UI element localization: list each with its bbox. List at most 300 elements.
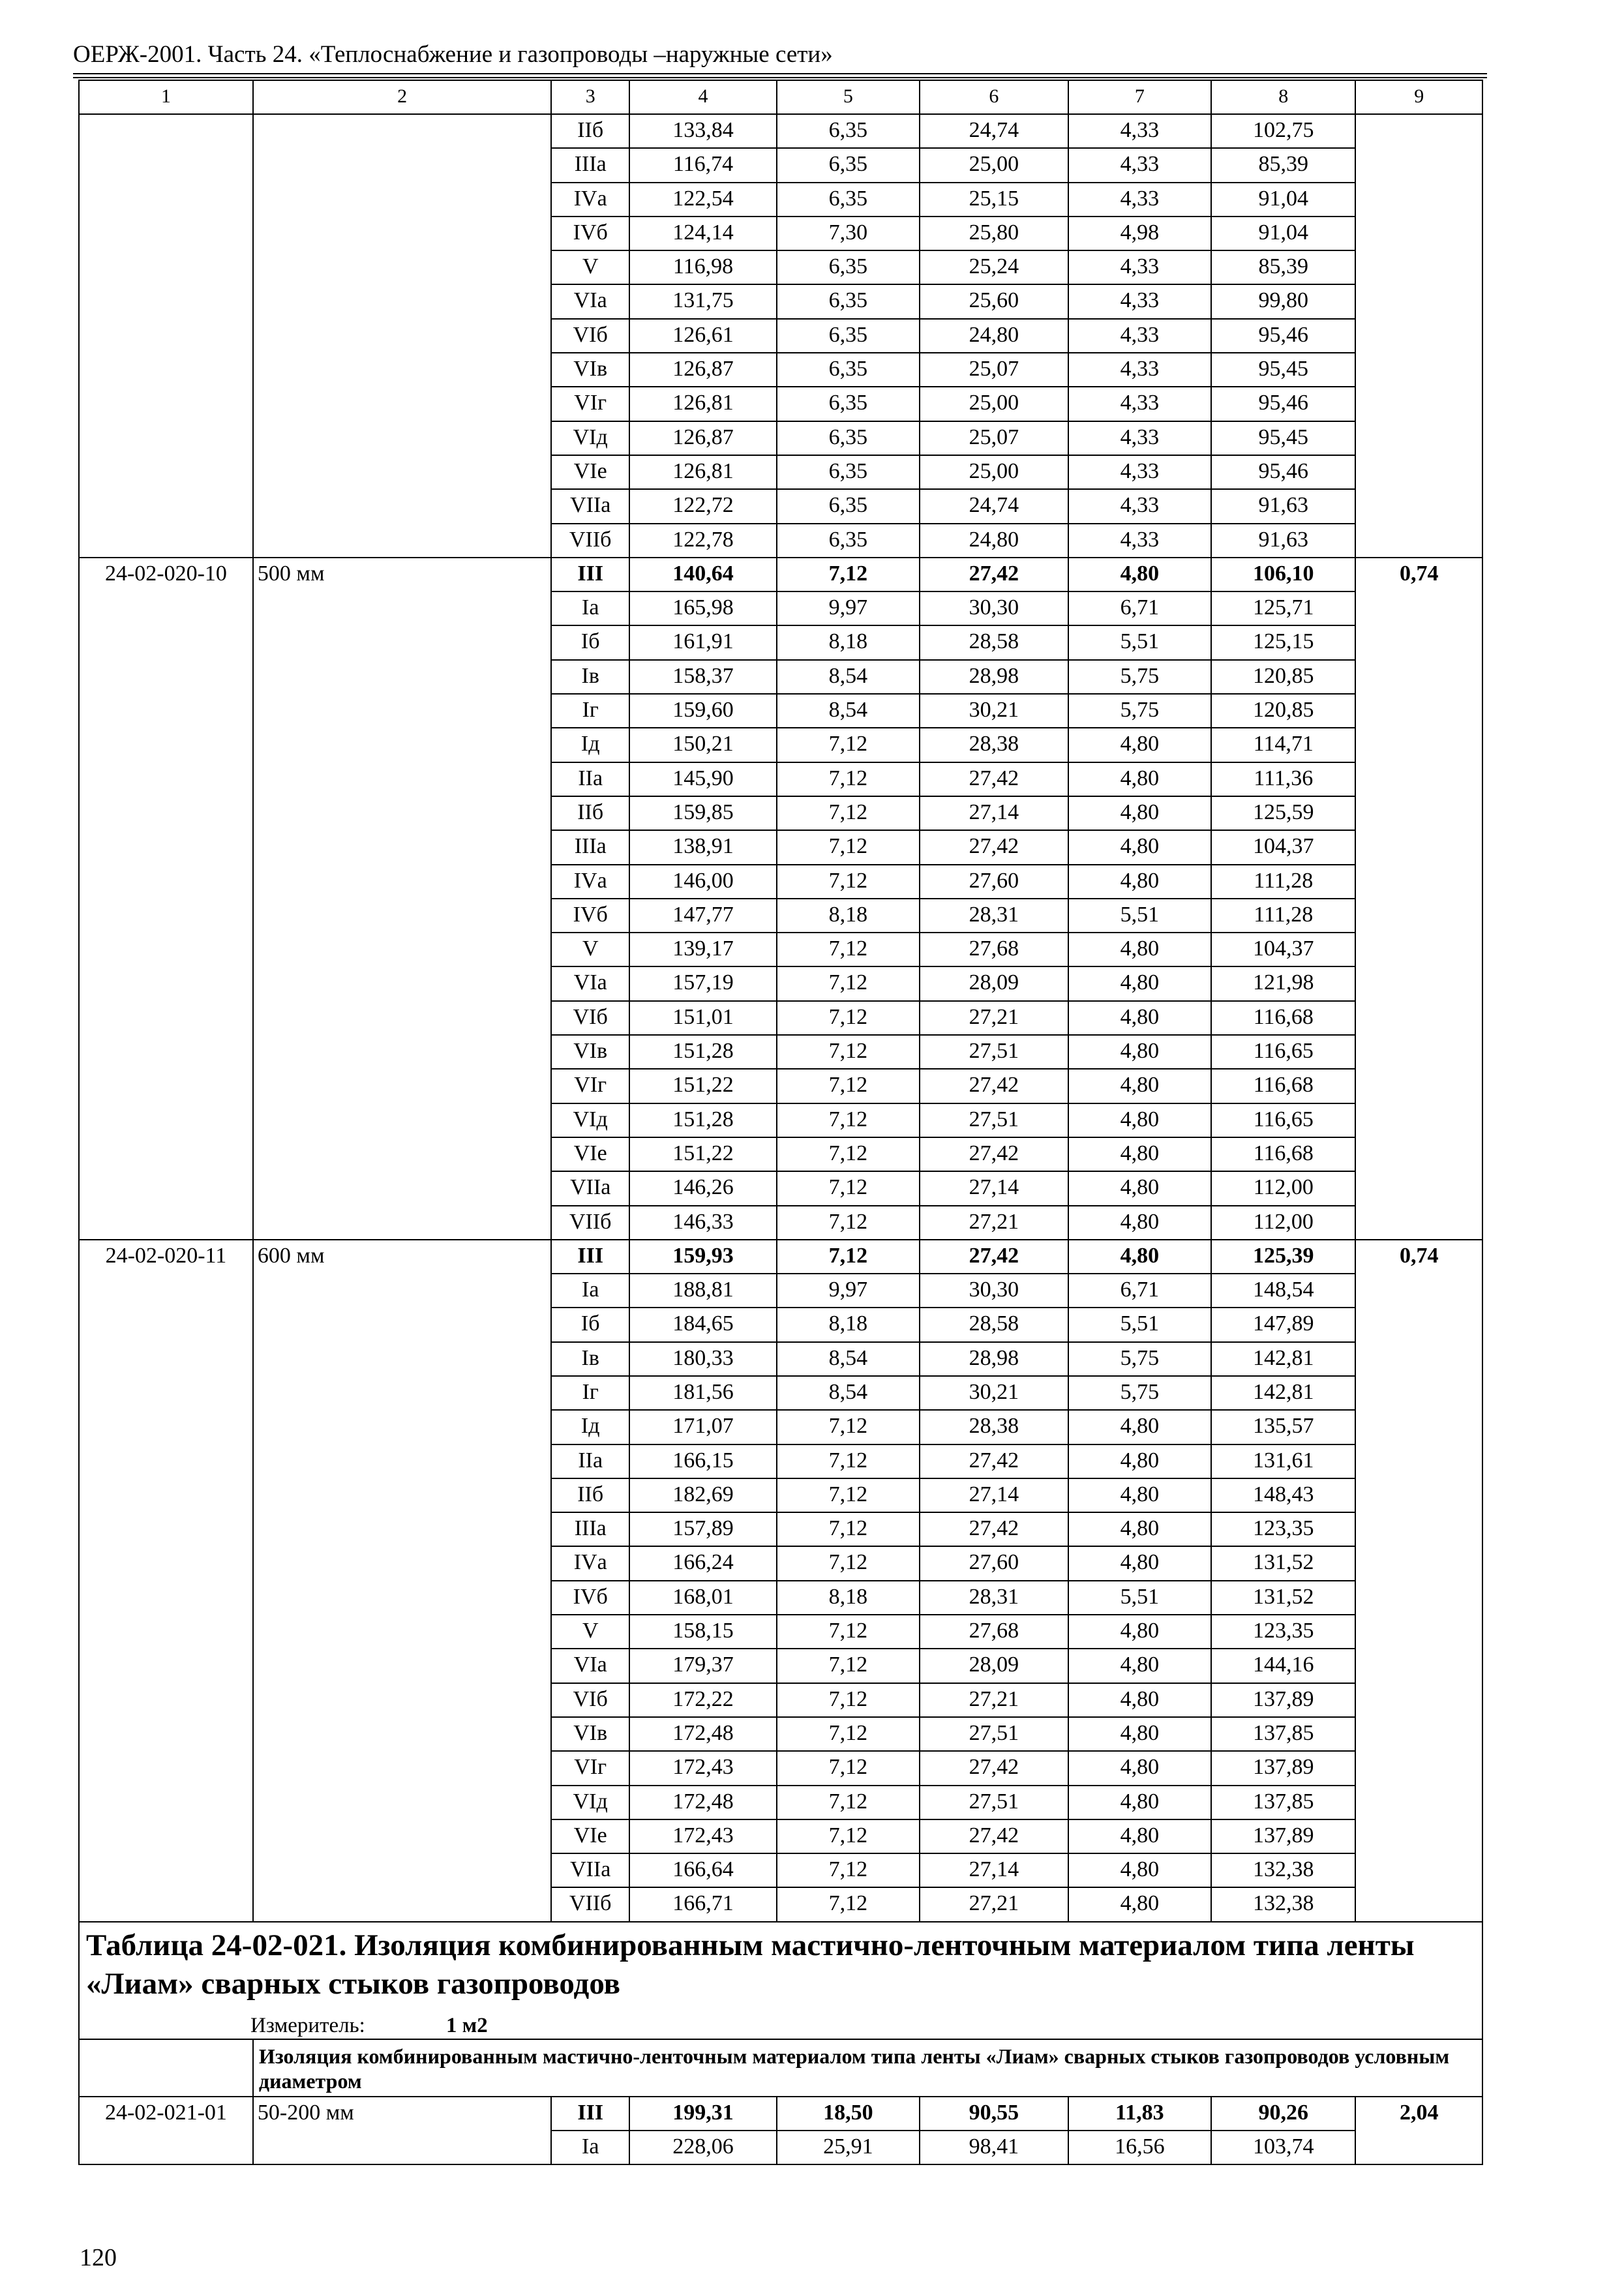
total-cost-cell: 166,64 bbox=[629, 1853, 777, 1887]
wages-cell: 6,35 bbox=[777, 148, 920, 182]
total-cost-cell: 131,75 bbox=[629, 284, 777, 318]
wages-cell: 7,12 bbox=[777, 1137, 920, 1171]
machine-cost-cell: 25,07 bbox=[920, 353, 1068, 387]
operator-wages-cell: 4,33 bbox=[1068, 421, 1211, 455]
materials-cell: 95,45 bbox=[1211, 421, 1355, 455]
column-number: 3 bbox=[551, 80, 629, 114]
machine-cost-cell: 27,51 bbox=[920, 1035, 1068, 1069]
total-cost-cell: 161,91 bbox=[629, 625, 777, 659]
operator-wages-cell: 5,51 bbox=[1068, 1308, 1211, 1341]
zone-cell: Iг bbox=[551, 1376, 629, 1410]
operator-wages-cell: 4,80 bbox=[1068, 1410, 1211, 1444]
wages-cell: 8,54 bbox=[777, 694, 920, 728]
machine-cost-cell: 90,55 bbox=[920, 2097, 1068, 2131]
materials-cell: 114,71 bbox=[1211, 728, 1355, 762]
machine-cost-cell: 25,00 bbox=[920, 387, 1068, 421]
labor-cost-cell: 2,04 bbox=[1355, 2097, 1482, 2165]
materials-cell: 116,68 bbox=[1211, 1137, 1355, 1171]
total-cost-cell: 146,26 bbox=[629, 1171, 777, 1205]
wages-cell: 7,12 bbox=[777, 1035, 920, 1069]
zone-cell: V bbox=[551, 933, 629, 966]
wages-cell: 25,91 bbox=[777, 2131, 920, 2164]
operator-wages-cell: 4,80 bbox=[1068, 830, 1211, 864]
total-cost-cell: 126,87 bbox=[629, 421, 777, 455]
wages-cell: 6,35 bbox=[777, 183, 920, 217]
materials-cell: 91,63 bbox=[1211, 524, 1355, 558]
wages-cell: 7,12 bbox=[777, 1853, 920, 1887]
column-number: 8 bbox=[1211, 80, 1355, 114]
materials-cell: 112,00 bbox=[1211, 1171, 1355, 1205]
labor-cost-cell: 0,74 bbox=[1355, 1240, 1482, 1922]
materials-cell: 99,80 bbox=[1211, 284, 1355, 318]
materials-cell: 111,28 bbox=[1211, 865, 1355, 899]
zone-cell: VIа bbox=[551, 1649, 629, 1683]
operator-wages-cell: 6,71 bbox=[1068, 591, 1211, 625]
machine-cost-cell: 98,41 bbox=[920, 2131, 1068, 2164]
rate-code-cell bbox=[79, 114, 253, 558]
wages-cell: 7,12 bbox=[777, 1683, 920, 1717]
machine-cost-cell: 27,60 bbox=[920, 1546, 1068, 1580]
machine-cost-cell: 27,42 bbox=[920, 1137, 1068, 1171]
operator-wages-cell: 4,33 bbox=[1068, 353, 1211, 387]
rate-name-cell: 500 мм bbox=[253, 558, 551, 1240]
total-cost-cell: 116,74 bbox=[629, 148, 777, 182]
materials-cell: 111,36 bbox=[1211, 762, 1355, 796]
materials-cell: 148,54 bbox=[1211, 1274, 1355, 1308]
wages-cell: 8,54 bbox=[777, 1376, 920, 1410]
materials-cell: 91,04 bbox=[1211, 183, 1355, 217]
table-row bbox=[79, 558, 1482, 591]
materials-cell: 95,46 bbox=[1211, 319, 1355, 353]
operator-wages-cell: 4,33 bbox=[1068, 114, 1211, 148]
wages-cell: 8,18 bbox=[777, 899, 920, 933]
materials-cell: 91,04 bbox=[1211, 217, 1355, 250]
wages-cell: 7,12 bbox=[777, 1001, 920, 1035]
operator-wages-cell: 4,33 bbox=[1068, 524, 1211, 558]
machine-cost-cell: 24,74 bbox=[920, 489, 1068, 523]
total-cost-cell: 157,19 bbox=[629, 966, 777, 1000]
machine-cost-cell: 27,42 bbox=[920, 830, 1068, 864]
materials-cell: 116,68 bbox=[1211, 1001, 1355, 1035]
page-header-title: ОЕРЖ-2001. Часть 24. «Теплоснабжение и газопроводы –наружные сети» bbox=[73, 41, 833, 68]
operator-wages-cell: 4,80 bbox=[1068, 1137, 1211, 1171]
zone-cell: IIб bbox=[551, 114, 629, 148]
machine-cost-cell: 27,42 bbox=[920, 1819, 1068, 1853]
total-cost-cell: 159,93 bbox=[629, 1240, 777, 1274]
operator-wages-cell: 4,80 bbox=[1068, 1615, 1211, 1649]
machine-cost-cell: 27,60 bbox=[920, 865, 1068, 899]
materials-cell: 131,61 bbox=[1211, 1444, 1355, 1478]
machine-cost-cell: 28,09 bbox=[920, 966, 1068, 1000]
total-cost-cell: 140,64 bbox=[629, 558, 777, 591]
wages-cell: 7,12 bbox=[777, 558, 920, 591]
zone-cell: VIIа bbox=[551, 1853, 629, 1887]
operator-wages-cell: 4,80 bbox=[1068, 1069, 1211, 1103]
zone-cell: VIе bbox=[551, 1819, 629, 1853]
wages-cell: 7,12 bbox=[777, 966, 920, 1000]
zone-cell: VIб bbox=[551, 1001, 629, 1035]
zone-cell: III bbox=[551, 2097, 629, 2131]
zone-cell: IVа bbox=[551, 1546, 629, 1580]
wages-cell: 7,12 bbox=[777, 1171, 920, 1205]
zone-cell: VIв bbox=[551, 1035, 629, 1069]
zone-cell: VIг bbox=[551, 1069, 629, 1103]
wages-cell: 7,12 bbox=[777, 1786, 920, 1819]
machine-cost-cell: 24,80 bbox=[920, 524, 1068, 558]
rate-name-cell: 600 мм bbox=[253, 1240, 551, 1922]
rate-name-cell: 50-200 мм bbox=[253, 2097, 551, 2165]
machine-cost-cell: 27,42 bbox=[920, 1240, 1068, 1274]
materials-cell: 125,39 bbox=[1211, 1240, 1355, 1274]
wages-cell: 8,54 bbox=[777, 660, 920, 694]
machine-cost-cell: 28,09 bbox=[920, 1649, 1068, 1683]
zone-cell: VIг bbox=[551, 387, 629, 421]
operator-wages-cell: 4,80 bbox=[1068, 1786, 1211, 1819]
materials-cell: 137,85 bbox=[1211, 1786, 1355, 1819]
wages-cell: 7,12 bbox=[777, 1069, 920, 1103]
measure-label: Измеритель: bbox=[250, 2013, 365, 2037]
wages-cell: 7,12 bbox=[777, 1887, 920, 1921]
total-cost-cell: 124,14 bbox=[629, 217, 777, 250]
operator-wages-cell: 4,80 bbox=[1068, 1240, 1211, 1274]
operator-wages-cell: 4,33 bbox=[1068, 455, 1211, 489]
machine-cost-cell: 30,30 bbox=[920, 591, 1068, 625]
zone-cell: Iб bbox=[551, 1308, 629, 1341]
machine-cost-cell: 28,31 bbox=[920, 1581, 1068, 1615]
zone-cell: VIе bbox=[551, 455, 629, 489]
total-cost-cell: 138,91 bbox=[629, 830, 777, 864]
page-number: 120 bbox=[80, 2244, 117, 2271]
wages-cell: 7,12 bbox=[777, 728, 920, 762]
wages-cell: 6,35 bbox=[777, 353, 920, 387]
operator-wages-cell: 5,75 bbox=[1068, 1342, 1211, 1376]
total-cost-cell: 172,43 bbox=[629, 1819, 777, 1853]
materials-cell: 125,71 bbox=[1211, 591, 1355, 625]
total-cost-cell: 116,98 bbox=[629, 250, 777, 284]
zone-cell: V bbox=[551, 1615, 629, 1649]
machine-cost-cell: 28,38 bbox=[920, 728, 1068, 762]
operator-wages-cell: 5,51 bbox=[1068, 1581, 1211, 1615]
total-cost-cell: 150,21 bbox=[629, 728, 777, 762]
zone-cell: Iа bbox=[551, 2131, 629, 2164]
zone-cell: IIа bbox=[551, 762, 629, 796]
machine-cost-cell: 28,38 bbox=[920, 1410, 1068, 1444]
wages-cell: 7,30 bbox=[777, 217, 920, 250]
operator-wages-cell: 4,33 bbox=[1068, 387, 1211, 421]
operator-wages-cell: 4,80 bbox=[1068, 1717, 1211, 1751]
materials-cell: 85,39 bbox=[1211, 250, 1355, 284]
operator-wages-cell: 4,80 bbox=[1068, 966, 1211, 1000]
materials-cell: 85,39 bbox=[1211, 148, 1355, 182]
machine-cost-cell: 24,80 bbox=[920, 319, 1068, 353]
operator-wages-cell: 4,80 bbox=[1068, 1751, 1211, 1785]
machine-cost-cell: 27,14 bbox=[920, 1478, 1068, 1512]
materials-cell: 91,63 bbox=[1211, 489, 1355, 523]
zone-cell: IVб bbox=[551, 899, 629, 933]
column-number: 4 bbox=[629, 80, 777, 114]
operator-wages-cell: 4,33 bbox=[1068, 489, 1211, 523]
wages-cell: 9,97 bbox=[777, 591, 920, 625]
total-cost-cell: 151,22 bbox=[629, 1137, 777, 1171]
zone-cell: IVб bbox=[551, 217, 629, 250]
machine-cost-cell: 27,42 bbox=[920, 1444, 1068, 1478]
table-body bbox=[79, 80, 1482, 2164]
materials-cell: 90,26 bbox=[1211, 2097, 1355, 2131]
machine-cost-cell: 27,21 bbox=[920, 1887, 1068, 1921]
table-row bbox=[79, 2097, 1482, 2131]
wages-cell: 7,12 bbox=[777, 1103, 920, 1137]
machine-cost-cell: 27,68 bbox=[920, 933, 1068, 966]
total-cost-cell: 166,24 bbox=[629, 1546, 777, 1580]
zone-cell: III bbox=[551, 1240, 629, 1274]
rate-name-cell bbox=[253, 114, 551, 558]
total-cost-cell: 157,89 bbox=[629, 1512, 777, 1546]
machine-cost-cell: 28,58 bbox=[920, 625, 1068, 659]
machine-cost-cell: 27,21 bbox=[920, 1206, 1068, 1240]
machine-cost-cell: 28,58 bbox=[920, 1308, 1068, 1341]
total-cost-cell: 181,56 bbox=[629, 1376, 777, 1410]
wages-cell: 7,12 bbox=[777, 1512, 920, 1546]
total-cost-cell: 146,00 bbox=[629, 865, 777, 899]
materials-cell: 120,85 bbox=[1211, 660, 1355, 694]
total-cost-cell: 145,90 bbox=[629, 762, 777, 796]
machine-cost-cell: 30,21 bbox=[920, 1376, 1068, 1410]
operator-wages-cell: 4,80 bbox=[1068, 1512, 1211, 1546]
machine-cost-cell: 25,15 bbox=[920, 183, 1068, 217]
operator-wages-cell: 4,80 bbox=[1068, 1206, 1211, 1240]
machine-cost-cell: 25,24 bbox=[920, 250, 1068, 284]
machine-cost-cell: 27,42 bbox=[920, 762, 1068, 796]
machine-cost-cell: 28,98 bbox=[920, 660, 1068, 694]
wages-cell: 7,12 bbox=[777, 1240, 920, 1274]
zone-cell: Iв bbox=[551, 660, 629, 694]
total-cost-cell: 172,43 bbox=[629, 1751, 777, 1785]
rate-code-cell: 24-02-021-01 bbox=[79, 2097, 253, 2165]
materials-cell: 132,38 bbox=[1211, 1887, 1355, 1921]
materials-cell: 137,89 bbox=[1211, 1751, 1355, 1785]
operator-wages-cell: 4,80 bbox=[1068, 762, 1211, 796]
wages-cell: 6,35 bbox=[777, 421, 920, 455]
materials-cell: 125,15 bbox=[1211, 625, 1355, 659]
zone-cell: VIа bbox=[551, 284, 629, 318]
materials-cell: 135,57 bbox=[1211, 1410, 1355, 1444]
operator-wages-cell: 4,80 bbox=[1068, 1444, 1211, 1478]
machine-cost-cell: 27,14 bbox=[920, 796, 1068, 830]
machine-cost-cell: 25,00 bbox=[920, 148, 1068, 182]
operator-wages-cell: 4,80 bbox=[1068, 1103, 1211, 1137]
total-cost-cell: 133,84 bbox=[629, 114, 777, 148]
zone-cell: IIб bbox=[551, 1478, 629, 1512]
operator-wages-cell: 4,33 bbox=[1068, 284, 1211, 318]
materials-cell: 125,59 bbox=[1211, 796, 1355, 830]
subheading-cell: Изоляция комбинированным мастично-ленточным материалом типа ленты «Лиам» сварных стыков газопроводов условным диаметром bbox=[253, 2039, 1482, 2097]
materials-cell: 95,45 bbox=[1211, 353, 1355, 387]
materials-cell: 123,35 bbox=[1211, 1512, 1355, 1546]
total-cost-cell: 182,69 bbox=[629, 1478, 777, 1512]
total-cost-cell: 126,81 bbox=[629, 387, 777, 421]
header-rule bbox=[73, 73, 1487, 74]
wages-cell: 7,12 bbox=[777, 865, 920, 899]
wages-cell: 6,35 bbox=[777, 387, 920, 421]
machine-cost-cell: 27,21 bbox=[920, 1001, 1068, 1035]
materials-cell: 104,37 bbox=[1211, 830, 1355, 864]
measure-value: 1 м2 bbox=[446, 2013, 488, 2037]
wages-cell: 7,12 bbox=[777, 1410, 920, 1444]
wages-cell: 7,12 bbox=[777, 933, 920, 966]
total-cost-cell: 168,01 bbox=[629, 1581, 777, 1615]
operator-wages-cell: 4,80 bbox=[1068, 796, 1211, 830]
operator-wages-cell: 4,80 bbox=[1068, 1683, 1211, 1717]
wages-cell: 6,35 bbox=[777, 284, 920, 318]
materials-cell: 121,98 bbox=[1211, 966, 1355, 1000]
zone-cell: VIв bbox=[551, 353, 629, 387]
total-cost-cell: 228,06 bbox=[629, 2131, 777, 2164]
wages-cell: 7,12 bbox=[777, 796, 920, 830]
machine-cost-cell: 27,51 bbox=[920, 1717, 1068, 1751]
materials-cell: 144,16 bbox=[1211, 1649, 1355, 1683]
wages-cell: 7,12 bbox=[777, 762, 920, 796]
materials-cell: 116,68 bbox=[1211, 1069, 1355, 1103]
column-number: 1 bbox=[79, 80, 253, 114]
total-cost-cell: 122,54 bbox=[629, 183, 777, 217]
zone-cell: Iд bbox=[551, 1410, 629, 1444]
column-number: 6 bbox=[920, 80, 1068, 114]
machine-cost-cell: 27,42 bbox=[920, 1512, 1068, 1546]
machine-cost-cell: 27,42 bbox=[920, 1751, 1068, 1785]
total-cost-cell: 151,22 bbox=[629, 1069, 777, 1103]
operator-wages-cell: 4,80 bbox=[1068, 1171, 1211, 1205]
machine-cost-cell: 28,98 bbox=[920, 1342, 1068, 1376]
zone-cell: IVб bbox=[551, 1581, 629, 1615]
zone-cell: IIб bbox=[551, 796, 629, 830]
column-number: 7 bbox=[1068, 80, 1211, 114]
operator-wages-cell: 4,80 bbox=[1068, 728, 1211, 762]
machine-cost-cell: 27,68 bbox=[920, 1615, 1068, 1649]
operator-wages-cell: 4,80 bbox=[1068, 558, 1211, 591]
wages-cell: 7,12 bbox=[777, 1717, 920, 1751]
machine-cost-cell: 25,80 bbox=[920, 217, 1068, 250]
operator-wages-cell: 4,80 bbox=[1068, 1887, 1211, 1921]
wages-cell: 7,12 bbox=[777, 1819, 920, 1853]
zone-cell: IIIа bbox=[551, 830, 629, 864]
zone-cell: IVа bbox=[551, 183, 629, 217]
zone-cell: VIд bbox=[551, 1103, 629, 1137]
total-cost-cell: 184,65 bbox=[629, 1308, 777, 1341]
materials-cell: 131,52 bbox=[1211, 1546, 1355, 1580]
machine-cost-cell: 30,21 bbox=[920, 694, 1068, 728]
total-cost-cell: 172,48 bbox=[629, 1717, 777, 1751]
wages-cell: 7,12 bbox=[777, 1546, 920, 1580]
operator-wages-cell: 5,51 bbox=[1068, 625, 1211, 659]
total-cost-cell: 126,61 bbox=[629, 319, 777, 353]
total-cost-cell: 147,77 bbox=[629, 899, 777, 933]
zone-cell: Iв bbox=[551, 1342, 629, 1376]
header-rule-double bbox=[73, 77, 1487, 78]
machine-cost-cell: 25,07 bbox=[920, 421, 1068, 455]
materials-cell: 131,52 bbox=[1211, 1581, 1355, 1615]
table-title-cell bbox=[79, 1922, 1482, 2039]
wages-cell: 6,35 bbox=[777, 524, 920, 558]
operator-wages-cell: 6,71 bbox=[1068, 1274, 1211, 1308]
operator-wages-cell: 4,33 bbox=[1068, 319, 1211, 353]
wages-cell: 7,12 bbox=[777, 1444, 920, 1478]
materials-cell: 103,74 bbox=[1211, 2131, 1355, 2164]
column-number: 2 bbox=[253, 80, 551, 114]
operator-wages-cell: 5,51 bbox=[1068, 899, 1211, 933]
materials-cell: 106,10 bbox=[1211, 558, 1355, 591]
resource-table bbox=[78, 80, 1483, 2165]
table-title-row bbox=[79, 1922, 1482, 2039]
materials-cell: 137,85 bbox=[1211, 1717, 1355, 1751]
total-cost-cell: 180,33 bbox=[629, 1342, 777, 1376]
table-title: Таблица 24-02-021. Изоляция комбинированным мастично-ленточным материалом типа ленты «Лиам» сварных стыков газопроводов bbox=[86, 1928, 1415, 2001]
machine-cost-cell: 25,60 bbox=[920, 284, 1068, 318]
total-cost-cell: 126,87 bbox=[629, 353, 777, 387]
zone-cell: Iд bbox=[551, 728, 629, 762]
materials-cell: 112,00 bbox=[1211, 1206, 1355, 1240]
total-cost-cell: 179,37 bbox=[629, 1649, 777, 1683]
subheading-blank-cell bbox=[79, 2039, 253, 2097]
materials-cell: 137,89 bbox=[1211, 1683, 1355, 1717]
operator-wages-cell: 4,80 bbox=[1068, 1035, 1211, 1069]
wages-cell: 8,18 bbox=[777, 1308, 920, 1341]
materials-cell: 116,65 bbox=[1211, 1103, 1355, 1137]
machine-cost-cell: 27,14 bbox=[920, 1171, 1068, 1205]
wages-cell: 6,35 bbox=[777, 319, 920, 353]
operator-wages-cell: 5,75 bbox=[1068, 1376, 1211, 1410]
column-number-row bbox=[79, 80, 1482, 114]
wages-cell: 6,35 bbox=[777, 250, 920, 284]
materials-cell: 95,46 bbox=[1211, 455, 1355, 489]
total-cost-cell: 122,78 bbox=[629, 524, 777, 558]
total-cost-cell: 166,71 bbox=[629, 1887, 777, 1921]
machine-cost-cell: 28,31 bbox=[920, 899, 1068, 933]
materials-cell: 95,46 bbox=[1211, 387, 1355, 421]
operator-wages-cell: 5,75 bbox=[1068, 660, 1211, 694]
total-cost-cell: 158,37 bbox=[629, 660, 777, 694]
total-cost-cell: 172,48 bbox=[629, 1786, 777, 1819]
column-number: 5 bbox=[777, 80, 920, 114]
materials-cell: 102,75 bbox=[1211, 114, 1355, 148]
zone-cell: IIIа bbox=[551, 148, 629, 182]
zone-cell: Iа bbox=[551, 1274, 629, 1308]
operator-wages-cell: 4,80 bbox=[1068, 1478, 1211, 1512]
labor-cost-cell bbox=[1355, 114, 1482, 558]
zone-cell: V bbox=[551, 250, 629, 284]
total-cost-cell: 122,72 bbox=[629, 489, 777, 523]
wages-cell: 18,50 bbox=[777, 2097, 920, 2131]
wages-cell: 9,97 bbox=[777, 1274, 920, 1308]
zone-cell: VIд bbox=[551, 1786, 629, 1819]
total-cost-cell: 151,28 bbox=[629, 1103, 777, 1137]
zone-cell: III bbox=[551, 558, 629, 591]
zone-cell: Iг bbox=[551, 694, 629, 728]
zone-cell: VIIб bbox=[551, 524, 629, 558]
materials-cell: 104,37 bbox=[1211, 933, 1355, 966]
total-cost-cell: 151,01 bbox=[629, 1001, 777, 1035]
zone-cell: VIIа bbox=[551, 489, 629, 523]
operator-wages-cell: 4,80 bbox=[1068, 865, 1211, 899]
zone-cell: VIIа bbox=[551, 1171, 629, 1205]
zone-cell: IVа bbox=[551, 865, 629, 899]
operator-wages-cell: 11,83 bbox=[1068, 2097, 1211, 2131]
total-cost-cell: 166,15 bbox=[629, 1444, 777, 1478]
machine-cost-cell: 25,00 bbox=[920, 455, 1068, 489]
materials-cell: 137,89 bbox=[1211, 1819, 1355, 1853]
materials-cell: 132,38 bbox=[1211, 1853, 1355, 1887]
machine-cost-cell: 27,21 bbox=[920, 1683, 1068, 1717]
operator-wages-cell: 4,80 bbox=[1068, 1819, 1211, 1853]
